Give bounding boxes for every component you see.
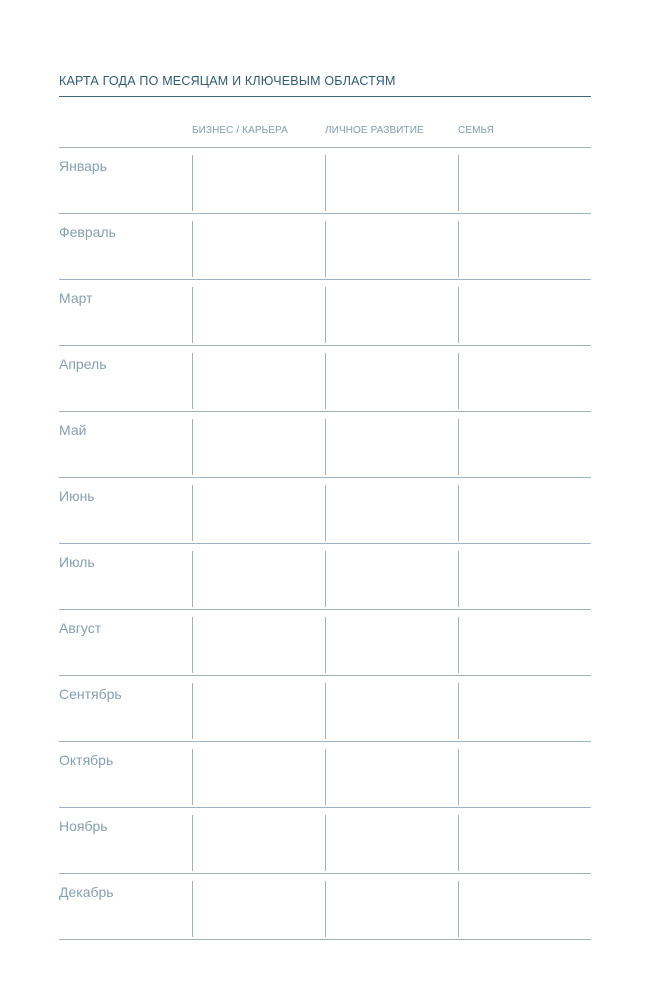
table-row	[59, 478, 591, 544]
table-cell	[325, 419, 458, 475]
table-cell	[325, 155, 458, 211]
page-title: КАРТА ГОДА ПО МЕСЯЦАМ И КЛЮЧЕВЫМ ОБЛАСТЯМ	[59, 74, 396, 88]
table-cell	[192, 683, 325, 739]
table-cell	[192, 419, 325, 475]
table-cell	[192, 155, 325, 211]
table-cell	[458, 881, 591, 937]
table-cell	[458, 155, 591, 211]
table-row	[59, 610, 591, 676]
table-cell	[325, 815, 458, 871]
table-cell	[192, 749, 325, 805]
month-label: Март	[59, 290, 93, 306]
table-row	[59, 874, 591, 940]
month-label: Июль	[59, 554, 95, 570]
table-cell	[458, 683, 591, 739]
table-row	[59, 412, 591, 478]
year-map-table	[59, 120, 591, 940]
month-label: Сентябрь	[59, 686, 122, 702]
title-divider	[59, 96, 591, 97]
month-label: Апрель	[59, 356, 107, 372]
table-row	[59, 742, 591, 808]
table-cell	[325, 287, 458, 343]
month-label: Май	[59, 422, 87, 438]
table-cell	[325, 683, 458, 739]
table-header-row	[59, 120, 591, 148]
table-cell	[325, 881, 458, 937]
table-cell	[458, 749, 591, 805]
table-cell	[192, 353, 325, 409]
month-rows	[59, 148, 591, 940]
column-header-family: СЕМЬЯ	[458, 125, 495, 136]
table-cell	[192, 287, 325, 343]
table-cell	[325, 617, 458, 673]
table-cell	[192, 617, 325, 673]
table-cell	[192, 221, 325, 277]
table-row	[59, 214, 591, 280]
table-cell	[325, 353, 458, 409]
table-cell	[192, 551, 325, 607]
table-cell	[458, 419, 591, 475]
month-label: Январь	[59, 158, 107, 174]
table-cell	[192, 881, 325, 937]
table-row	[59, 280, 591, 346]
table-row	[59, 148, 591, 214]
table-cell	[458, 485, 591, 541]
column-header-personal-development: ЛИЧНОЕ РАЗВИТИЕ	[325, 125, 424, 136]
month-label: Август	[59, 620, 102, 636]
table-cell	[458, 221, 591, 277]
table-row	[59, 346, 591, 412]
month-label: Июнь	[59, 488, 95, 504]
table-cell	[325, 485, 458, 541]
table-cell	[325, 749, 458, 805]
table-cell	[458, 551, 591, 607]
month-label: Октябрь	[59, 752, 114, 768]
table-cell	[458, 287, 591, 343]
table-cell	[458, 353, 591, 409]
table-cell	[192, 815, 325, 871]
column-header-business-career: БИЗНЕС / КАРЬЕРА	[192, 125, 288, 136]
table-cell	[192, 485, 325, 541]
month-label: Декабрь	[59, 884, 114, 900]
table-cell	[325, 551, 458, 607]
table-cell	[458, 617, 591, 673]
table-row	[59, 544, 591, 610]
month-label: Февраль	[59, 224, 116, 240]
table-cell	[325, 221, 458, 277]
month-label: Ноябрь	[59, 818, 108, 834]
table-cell	[458, 815, 591, 871]
table-row	[59, 676, 591, 742]
table-row	[59, 808, 591, 874]
